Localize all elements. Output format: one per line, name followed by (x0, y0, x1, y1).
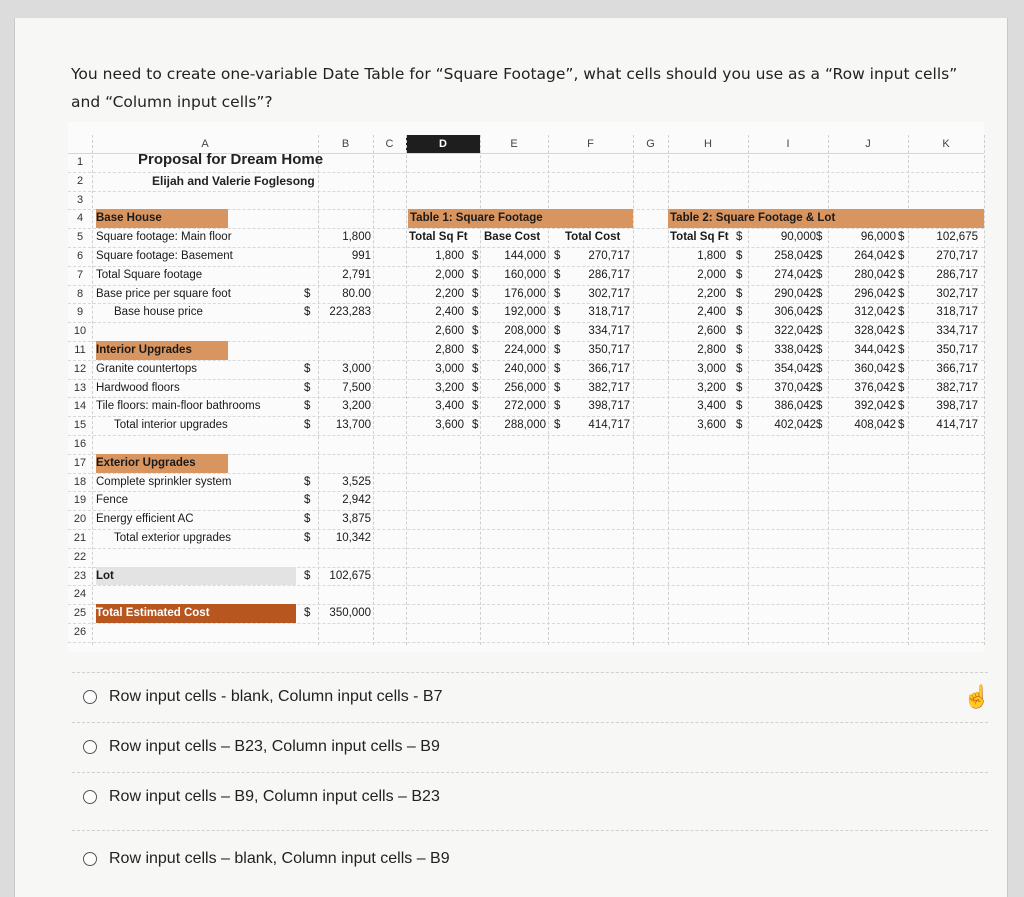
dollar-sign: $ (816, 231, 823, 244)
table1-base: 160,000 (504, 268, 546, 281)
table2-value: 414,717 (936, 419, 978, 432)
grid-column-line (373, 135, 374, 645)
table1-total: 318,717 (588, 306, 630, 319)
spreadsheet-image (68, 122, 984, 652)
row-number-7[interactable]: 7 (76, 268, 84, 281)
dollar-sign: $ (472, 306, 479, 319)
table1-sqft: 3,200 (435, 381, 464, 394)
row-number-6[interactable]: 6 (76, 250, 84, 262)
value-r8: 80.00 (342, 287, 371, 300)
table2-value: 286,717 (936, 268, 978, 281)
dollar-sign: $ (898, 268, 905, 281)
label-r5: Square footage: Main floor (96, 231, 232, 244)
dollar-sign: $ (736, 362, 743, 375)
dollar-sign: $ (736, 287, 743, 300)
value-r15: 13,700 (335, 419, 371, 432)
option-1[interactable] (83, 688, 442, 706)
table1-total: 382,717 (588, 381, 630, 394)
table1-total: 398,717 (588, 400, 630, 413)
table2-value: 398,717 (936, 400, 978, 413)
table1-sqft: 2,600 (435, 325, 464, 338)
table1-base: 272,000 (504, 400, 546, 413)
column-header-e[interactable]: E (510, 138, 518, 150)
value-r12: 3,000 (342, 362, 371, 375)
column-header-d[interactable]: D (406, 135, 480, 153)
label-r17: Exterior Upgrades (96, 456, 196, 469)
table1-sqft: 1,800 (435, 250, 464, 262)
row-number-21[interactable]: 21 (73, 532, 87, 544)
table1-header-total: Total Cost (565, 231, 621, 244)
dollar-sign: $ (736, 419, 743, 432)
label-r6: Square footage: Basement (96, 250, 233, 262)
table2-value: 274,042 (774, 268, 816, 281)
table2-value: 366,717 (936, 362, 978, 375)
dollar-sign: $ (472, 325, 479, 338)
table2-value: 264,042 (854, 250, 896, 262)
column-header-k[interactable]: K (942, 138, 950, 150)
option-3[interactable] (83, 788, 440, 806)
label-r9: Base house price (114, 306, 203, 319)
table1-sqft: 3,600 (435, 419, 464, 432)
table1-total: 270,717 (588, 250, 630, 262)
radio-button-icon[interactable] (83, 790, 97, 804)
row-number-2[interactable]: 2 (76, 174, 84, 187)
dollar-sign: $ (816, 400, 823, 413)
dollar-sign: $ (554, 268, 561, 281)
dollar-sign: $ (898, 344, 905, 356)
dollar-sign: $ (816, 268, 823, 281)
option-4-label: Row input cells – blank, Column input cells – B9 (109, 850, 450, 867)
option-3-label: Row input cells – B9, Column input cells – B23 (109, 788, 440, 805)
table2-header-value: 96,000 (860, 231, 896, 244)
dollar-sign: $ (816, 287, 823, 300)
table1-sqft: 2,200 (435, 287, 464, 300)
table1-base: 176,000 (504, 287, 546, 300)
table2-header-value: 90,000 (780, 231, 816, 244)
table2-value: 328,042 (854, 325, 896, 338)
dollar-sign: $ (304, 513, 311, 526)
dollar-sign: $ (736, 231, 743, 244)
dollar-sign: $ (736, 268, 743, 281)
table1-total: 302,717 (588, 287, 630, 300)
dollar-sign: $ (472, 287, 479, 300)
table1-base: 144,000 (504, 250, 546, 262)
table2-header-value: 102,675 (936, 231, 978, 244)
table2-value: 392,042 (854, 400, 896, 413)
table1-sqft: 2,000 (435, 268, 464, 281)
sheet-title: Proposal for Dream Home (138, 151, 324, 168)
grid-column-line (92, 135, 93, 645)
row-number-3[interactable]: 3 (76, 193, 84, 206)
option-divider (72, 722, 988, 723)
row-number-8[interactable]: 8 (76, 287, 84, 300)
label-r25: Total Estimated Cost (96, 607, 210, 620)
label-r14: Tile floors: main-floor bathrooms (96, 400, 261, 413)
dollar-sign: $ (554, 287, 561, 300)
dollar-sign: $ (304, 607, 311, 620)
grid-column-line (633, 135, 634, 645)
grid-row-line (68, 623, 984, 624)
row-number-17[interactable]: 17 (73, 456, 87, 469)
table1-base: 288,000 (504, 419, 546, 432)
table2-sqft: 2,800 (697, 344, 726, 356)
row-number-19[interactable]: 19 (73, 494, 87, 507)
table2-value: 360,042 (854, 362, 896, 375)
dollar-sign: $ (304, 381, 311, 394)
table2-value: 258,042 (774, 250, 816, 262)
value-r25: 350,000 (329, 607, 371, 620)
column-header-h[interactable]: H (704, 138, 712, 150)
option-1-label: Row input cells - blank, Column input cells - B7 (109, 688, 443, 705)
table2-sqft: 3,000 (697, 362, 726, 375)
row-number-26[interactable]: 26 (73, 626, 87, 638)
radio-button-icon[interactable] (83, 740, 97, 754)
value-r9: 223,283 (329, 306, 371, 319)
dollar-sign: $ (554, 381, 561, 394)
dollar-sign: $ (472, 344, 479, 356)
dollar-sign: $ (736, 344, 743, 356)
option-divider (72, 830, 988, 831)
table2-sqft: 2,600 (697, 325, 726, 338)
grid-column-line (318, 135, 319, 645)
table2-value: 270,717 (936, 250, 978, 262)
question-text: You need to create one-variable Date Table for “Square Footage”, what cells should you use as a “Row input cells” and “Column input cells”? (71, 65, 958, 111)
dollar-sign: $ (736, 250, 743, 262)
table1-base: 192,000 (504, 306, 546, 319)
row-number-12[interactable]: 12 (73, 362, 87, 375)
dollar-sign: $ (304, 362, 311, 375)
table2-value: 408,042 (854, 419, 896, 432)
table2-sqft: 2,000 (697, 268, 726, 281)
column-header-a[interactable]: A (201, 138, 209, 150)
dollar-sign: $ (898, 381, 905, 394)
grid-row-line (68, 491, 984, 492)
table2-value: 354,042 (774, 362, 816, 375)
table1-total: 414,717 (588, 419, 630, 432)
dollar-sign: $ (898, 325, 905, 338)
dollar-sign: $ (898, 231, 905, 244)
dollar-sign: $ (816, 306, 823, 319)
row-number-24[interactable]: 24 (73, 588, 87, 601)
label-r18: Complete sprinkler system (96, 475, 232, 488)
row-number-11[interactable]: 11 (74, 344, 86, 356)
dollar-sign: $ (816, 344, 823, 356)
label-r12: Granite countertops (96, 362, 198, 375)
dollar-sign: $ (736, 400, 743, 413)
table2-value: 376,042 (854, 381, 896, 394)
table2-sqft: 2,200 (697, 287, 726, 300)
table2-value: 386,042 (774, 400, 816, 413)
value-r14: 3,200 (342, 400, 371, 413)
dollar-sign: $ (304, 419, 311, 432)
table2-value: 318,717 (936, 306, 978, 319)
table1-header-base: Base Cost (484, 231, 541, 244)
table2-value: 334,717 (936, 325, 978, 338)
grid-row-line (68, 191, 984, 192)
table2-sqft: 2,400 (697, 306, 726, 319)
row-number-4[interactable]: 4 (76, 212, 84, 225)
table1-title: Table 1: Square Footage (410, 212, 543, 225)
row-number-15[interactable]: 15 (73, 419, 87, 432)
dollar-sign: $ (898, 419, 905, 432)
column-header-f[interactable]: F (587, 138, 594, 150)
grid-row-line (68, 510, 984, 511)
lot-band (96, 567, 296, 586)
row-number-18[interactable]: 18 (73, 475, 87, 488)
grid-row-line (68, 435, 984, 436)
row-number-16[interactable]: 16 (73, 438, 87, 450)
table2-value: 290,042 (774, 287, 816, 300)
table1-sqft: 2,400 (435, 306, 464, 319)
value-r6: 991 (351, 250, 371, 262)
table2-value: 402,042 (774, 419, 816, 432)
table1-base: 208,000 (504, 325, 546, 338)
dollar-sign: $ (472, 250, 479, 262)
dollar-sign: $ (736, 381, 743, 394)
value-r20: 3,875 (342, 513, 371, 526)
value-r19: 2,942 (342, 494, 371, 507)
table2-sqft: 3,400 (697, 400, 726, 413)
table2-value: 350,717 (936, 344, 978, 356)
label-r8: Base price per square foot (96, 287, 231, 300)
dollar-sign: $ (554, 306, 561, 319)
value-r13: 7,500 (342, 381, 371, 394)
dollar-sign: $ (816, 250, 823, 262)
table1-base: 256,000 (504, 381, 546, 394)
row-number-13[interactable]: 13 (73, 381, 87, 394)
table2-value: 302,717 (936, 287, 978, 300)
dollar-sign: $ (472, 381, 479, 394)
dollar-sign: $ (898, 250, 905, 262)
table2-title: Table 2: Square Footage & Lot (670, 212, 836, 225)
dollar-sign: $ (816, 325, 823, 338)
option-2[interactable] (83, 738, 440, 756)
dollar-sign: $ (304, 494, 311, 507)
table1-sqft: 2,800 (435, 344, 464, 356)
table2-sqft: 1,800 (697, 250, 726, 262)
table2-value: 370,042 (774, 381, 816, 394)
dollar-sign: $ (304, 400, 311, 413)
label-r21: Total exterior upgrades (114, 532, 231, 544)
value-r21: 10,342 (335, 532, 371, 544)
table2-value: 306,042 (774, 306, 816, 319)
dollar-sign: $ (472, 400, 479, 413)
row-number-23[interactable]: 23 (73, 569, 87, 582)
radio-button-icon[interactable] (83, 690, 97, 704)
dollar-sign: $ (736, 325, 743, 338)
table1-total: 334,717 (588, 325, 630, 338)
column-header-j[interactable]: J (865, 138, 871, 150)
dollar-sign: $ (304, 532, 311, 544)
table2-value: 382,717 (936, 381, 978, 394)
radio-button-icon[interactable] (83, 852, 97, 866)
dollar-sign: $ (816, 381, 823, 394)
column-header-g[interactable]: G (646, 138, 655, 150)
dollar-sign: $ (554, 362, 561, 375)
row-number-10[interactable]: 10 (73, 325, 87, 338)
table2-value: 312,042 (854, 306, 896, 319)
dollar-sign: $ (736, 306, 743, 319)
label-r20: Energy efficient AC (96, 513, 194, 526)
dollar-sign: $ (898, 306, 905, 319)
table2-value: 344,042 (854, 344, 896, 356)
value-r18: 3,525 (342, 475, 371, 488)
option-2-label: Row input cells – B23, Column input cells – B9 (109, 738, 440, 755)
dollar-sign: $ (554, 344, 561, 356)
label-r7: Total Square footage (96, 268, 203, 281)
hand-pointer-icon: ☝ (963, 684, 991, 709)
table2-value: 338,042 (774, 344, 816, 356)
dollar-sign: $ (472, 268, 479, 281)
table2-sqft: 3,200 (697, 381, 726, 394)
table1-base: 224,000 (504, 344, 546, 356)
dollar-sign: $ (898, 287, 905, 300)
row-number-20[interactable]: 20 (73, 513, 87, 526)
grid-column-line (984, 135, 985, 645)
row-number-5[interactable]: 5 (76, 231, 84, 244)
grid-row-line (68, 642, 984, 643)
dollar-sign: $ (304, 287, 311, 300)
dollar-sign: $ (472, 362, 479, 375)
column-header-i[interactable]: I (786, 138, 790, 150)
table2-value: 296,042 (854, 287, 896, 300)
table1-sqft: 3,000 (435, 362, 464, 375)
table1-header-sqft: Total Sq Ft (409, 231, 468, 244)
dollar-sign: $ (554, 400, 561, 413)
label-r4: Base House (96, 212, 162, 225)
table2-sqft: 3,600 (697, 419, 726, 432)
row-number-22[interactable]: 22 (73, 550, 87, 563)
label-r19: Fence (96, 494, 128, 507)
label-r11: Interior Upgrades (96, 344, 192, 356)
row-number-9[interactable]: 9 (76, 306, 84, 319)
row-number-25[interactable]: 25 (73, 607, 87, 620)
dollar-sign: $ (304, 569, 311, 582)
option-divider (72, 772, 988, 773)
table1-total: 366,717 (588, 362, 630, 375)
dollar-sign: $ (304, 306, 311, 319)
table1-base: 240,000 (504, 362, 546, 375)
dollar-sign: $ (554, 325, 561, 338)
row-number-1[interactable]: 1 (76, 156, 84, 168)
dollar-sign: $ (898, 362, 905, 375)
column-header-b[interactable]: B (341, 138, 350, 150)
dollar-sign: $ (472, 419, 479, 432)
value-r23: 102,675 (329, 569, 371, 582)
label-r15: Total interior upgrades (114, 419, 228, 432)
dollar-sign: $ (898, 400, 905, 413)
row-number-14[interactable]: 14 (73, 400, 87, 413)
grid-row-line (68, 548, 984, 549)
label-r23: Lot (96, 569, 114, 582)
table2-value: 322,042 (774, 325, 816, 338)
value-r7: 2,791 (342, 268, 371, 281)
dollar-sign: $ (816, 362, 823, 375)
dollar-sign: $ (554, 250, 561, 262)
dollar-sign: $ (816, 419, 823, 432)
table1-total: 286,717 (588, 268, 630, 281)
table1-total: 350,717 (588, 344, 630, 356)
dollar-sign: $ (554, 419, 561, 432)
column-header-c[interactable]: C (385, 138, 394, 150)
table1-sqft: 3,400 (435, 400, 464, 413)
option-divider (72, 672, 988, 673)
value-r5: 1,800 (342, 231, 371, 244)
option-4[interactable] (83, 850, 450, 868)
table2-value: 280,042 (854, 268, 896, 281)
sheet-subtitle: Elijah and Valerie Foglesong (152, 173, 315, 188)
label-r13: Hardwood floors (96, 381, 180, 394)
dollar-sign: $ (304, 475, 311, 488)
grid-row-line (68, 585, 984, 586)
table2-header-label: Total Sq Ft (670, 231, 729, 244)
